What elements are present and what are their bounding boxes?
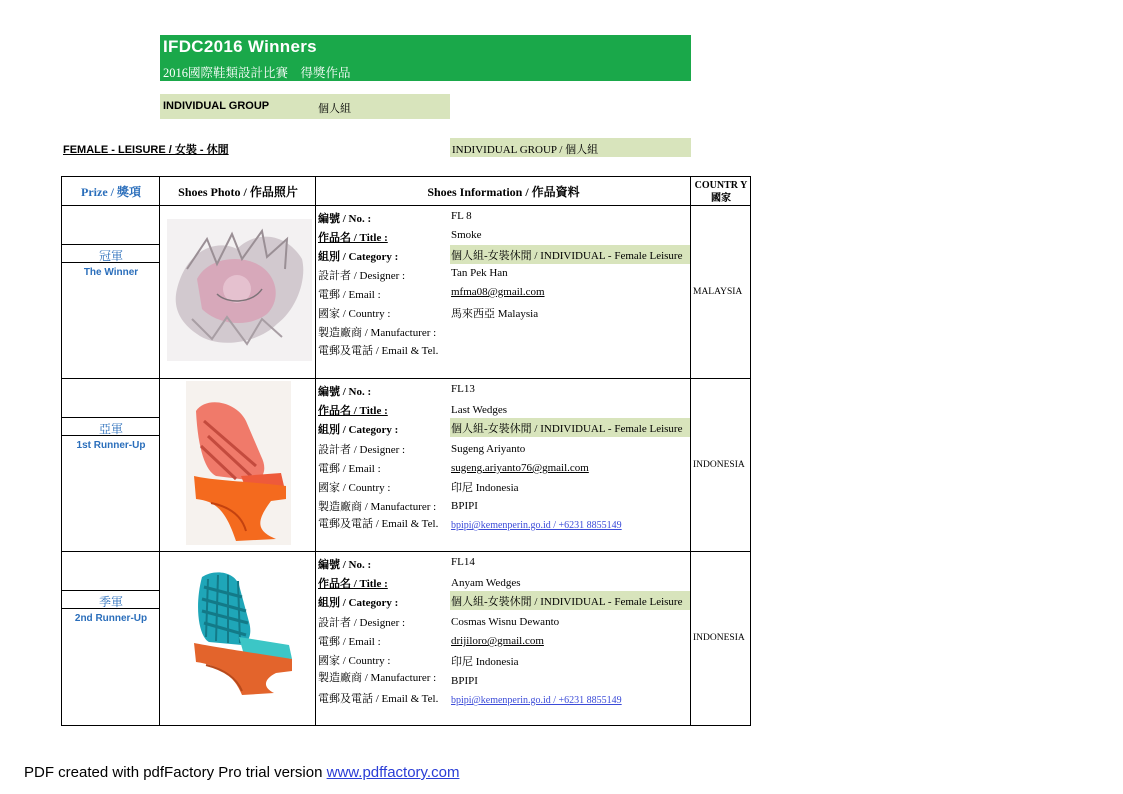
column-divider [690, 177, 691, 725]
label-email: 電郵 / Email : [318, 289, 381, 301]
orange-wedge-shoe-photo [186, 381, 291, 545]
label-manufacturer: 製造廠商 / Manufacturer : [318, 672, 437, 684]
pdf-footer [24, 764, 459, 781]
header-country: COUNTR Y 國家 [694, 179, 748, 204]
value-no: FL14 [451, 556, 475, 568]
value-designer: Sugeng Ariyanto [451, 443, 526, 455]
label-title: 作品名 / Title : [318, 232, 388, 244]
value-contact[interactable]: bpipi@kemenperin.go.id / +6231 8855149 [451, 695, 622, 706]
footer-link[interactable]: www.pdffactory.com [326, 764, 460, 781]
value-country: 馬來西亞 Malaysia [451, 308, 539, 320]
footer-text: PDF created with pdfFactory Pro trial version [24, 764, 327, 781]
column-divider [315, 177, 316, 725]
prize-en: 1st Runner-Up [76, 440, 146, 451]
label-category: 組別 / Category : [318, 424, 399, 436]
value-title: Anyam Wedges [451, 577, 521, 589]
label-contact: 電郵及電話 / Email & Tel. [318, 518, 439, 530]
prize-en: 2nd Runner-Up [74, 613, 148, 624]
value-title: Last Wedges [451, 404, 508, 416]
header-photo: Shoes Photo / 作品照片 [178, 185, 298, 199]
label-title: 作品名 / Title : [318, 405, 388, 417]
group-label-zh: 個人組 [318, 103, 351, 115]
prize-zh: 冠軍 [62, 244, 160, 263]
country-column-value: MALAYSIA [693, 287, 743, 297]
winners-table [61, 176, 751, 726]
label-designer: 設計者 / Designer : [318, 444, 406, 456]
value-category: 個人組-女裝休閒 / INDIVIDUAL - Female Leisure [450, 245, 690, 264]
label-contact: 電郵及電話 / Email & Tel. [318, 345, 439, 357]
value-country: 印尼 Indonesia [451, 656, 519, 668]
label-email: 電郵 / Email : [318, 463, 381, 475]
prize-zh: 亞軍 [62, 417, 160, 436]
value-contact[interactable]: bpipi@kemenperin.go.id / +6231 8855149 [451, 520, 622, 531]
group-banner [160, 94, 450, 119]
label-manufacturer: 製造廠商 / Manufacturer : [318, 501, 437, 513]
label-country: 國家 / Country : [318, 482, 391, 494]
page-title: IFDC2016 Winners [163, 37, 317, 56]
country-column-value: INDONESIA [693, 633, 745, 643]
title-banner [160, 35, 691, 81]
teal-woven-wedge-shoe-photo [184, 567, 296, 697]
value-manufacturer: BPIPI [451, 675, 478, 687]
label-title: 作品名 / Title : [318, 578, 388, 590]
label-category: 組別 / Category : [318, 597, 399, 609]
value-no: FL 8 [451, 210, 472, 222]
value-email[interactable]: sugeng.ariyanto76@gmail.com [451, 462, 589, 474]
label-designer: 設計者 / Designer : [318, 270, 406, 282]
label-designer: 設計者 / Designer : [318, 617, 406, 629]
label-manufacturer: 製造廠商 / Manufacturer : [318, 327, 437, 339]
header-info: Shoes Information / 作品資料 [427, 185, 580, 199]
header-prize: Prize / 獎項 [81, 185, 141, 199]
page-subtitle: 2016國際鞋類設計比賽 得獎作品 [163, 66, 351, 80]
label-contact: 電郵及電話 / Email & Tel. [318, 693, 439, 705]
country-column-value: INDONESIA [693, 460, 745, 470]
section-title: FEMALE - LEISURE / 女裝 - 休閒 [63, 144, 229, 156]
row-divider [62, 551, 750, 552]
value-designer: Cosmas Wisnu Dewanto [451, 616, 560, 628]
prize-zh: 季軍 [62, 590, 160, 609]
label-no: 編號 / No. : [318, 559, 372, 571]
value-manufacturer: BPIPI [451, 500, 478, 512]
group-label-en: INDIVIDUAL GROUP [163, 100, 270, 112]
value-category: 個人組-女裝休閒 / INDIVIDUAL - Female Leisure [450, 591, 690, 610]
label-country: 國家 / Country : [318, 308, 391, 320]
label-no: 編號 / No. : [318, 213, 372, 225]
label-category: 組別 / Category : [318, 251, 399, 263]
value-title: Smoke [451, 229, 482, 241]
value-no: FL13 [451, 383, 475, 395]
value-email[interactable]: mfma08@gmail.com [451, 286, 545, 298]
prize-en: The Winner [83, 267, 139, 278]
row-divider [62, 378, 750, 379]
label-no: 編號 / No. : [318, 386, 372, 398]
value-category: 個人組-女裝休閒 / INDIVIDUAL - Female Leisure [450, 418, 690, 437]
value-designer: Tan Pek Han [451, 267, 508, 279]
label-country: 國家 / Country : [318, 655, 391, 667]
sculptural-shoe-photo [167, 219, 312, 361]
label-email: 電郵 / Email : [318, 636, 381, 648]
value-country: 印尼 Indonesia [451, 482, 519, 494]
value-email[interactable]: drijiloro@gmail.com [451, 635, 544, 647]
section-tag: INDIVIDUAL GROUP / 個人組 [450, 138, 691, 157]
